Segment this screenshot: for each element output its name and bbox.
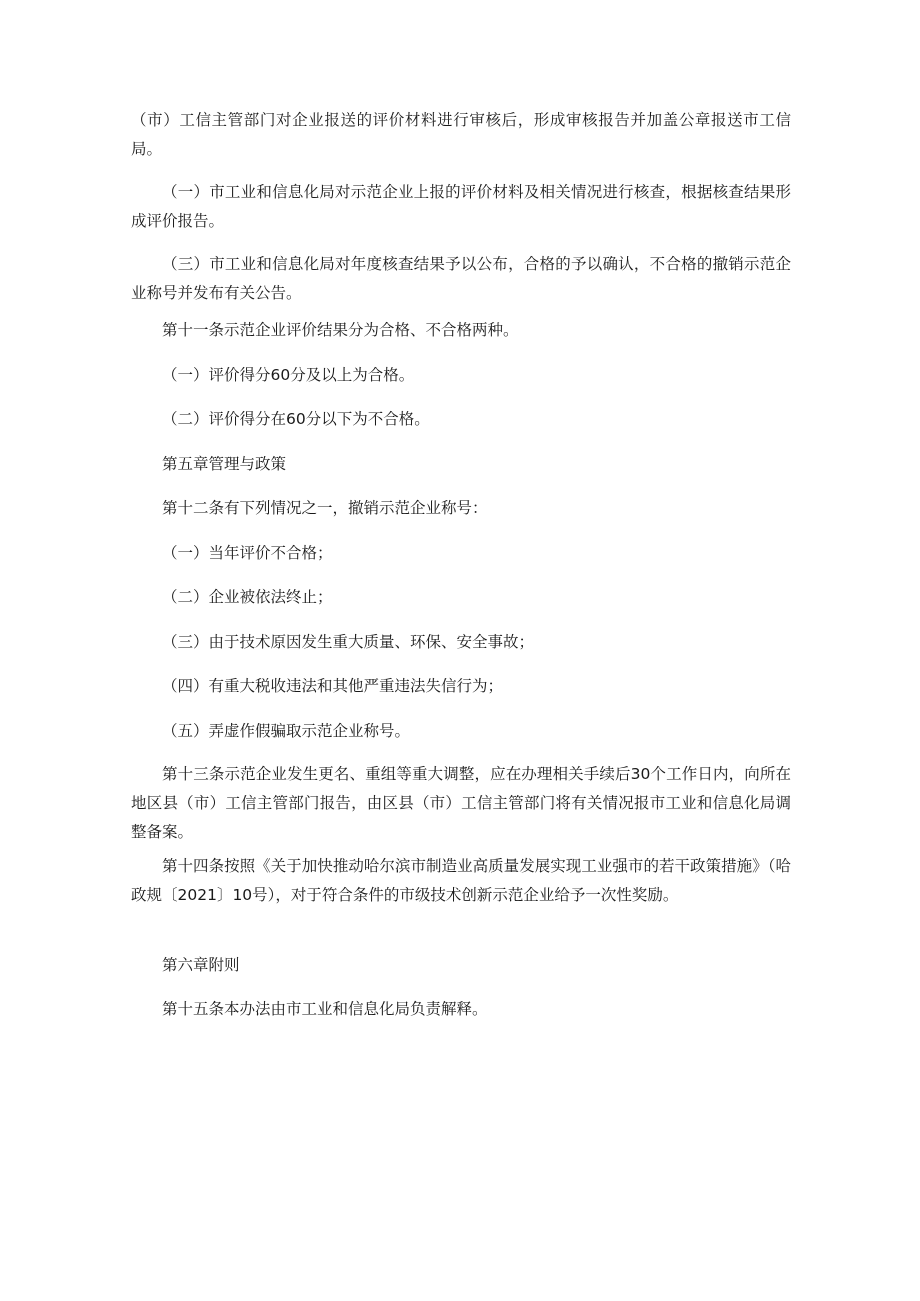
article-14: 第十四条按照《关于加快推动哈尔滨市制造业高质量发展实现工业强市的若干政策措施》（哈政规〔2021〕10号），对于符合条件的市级技术创新示范企业给予一次性奖励。 [131, 857, 791, 904]
article-11-item-2: （二）评价得分在60分以下为不合格。 [162, 410, 430, 428]
paragraph-review-report: （市）工信主管部门对企业报送的评价材料进行审核后，形成审核报告并加盖公章报送市工信局。 [131, 111, 791, 158]
paragraph-publication: （三）市工业和信息化局对年度核查结果予以公布，合格的予以确认，不合格的撤销示范企业称号并发布有关公告。 [131, 255, 791, 302]
article-11: 第十一条示范企业评价结果分为合格、不合格两种。 [162, 321, 519, 339]
article-12: 第十二条有下列情况之一，撤销示范企业称号： [162, 499, 488, 517]
chapter-6-heading: 第六章附则 [162, 956, 240, 974]
article-13: 第十三条示范企业发生更名、重组等重大调整，应在办理相关手续后30个工作日内，向所在地区县（市）工信主管部门报告，由区县（市）工信主管部门将有关情况报市工业和信息化局调整备案。 [131, 765, 791, 841]
article-12-item-3: （三）由于技术原因发生重大质量、环保、安全事故； [162, 633, 535, 651]
article-12-item-1: （一）当年评价不合格； [162, 544, 333, 562]
article-12-item-5: （五）弄虚作假骗取示范企业称号。 [162, 722, 411, 740]
article-12-item-4: （四）有重大税收违法和其他严重违法失信行为； [162, 677, 504, 695]
paragraph-verification: （一）市工业和信息化局对示范企业上报的评价材料及相关情况进行核查，根据核查结果形成评价报告。 [131, 183, 791, 230]
chapter-5-heading: 第五章管理与政策 [162, 455, 287, 473]
article-11-item-1: （一）评价得分60分及以上为合格。 [162, 366, 415, 384]
article-15: 第十五条本办法由市工业和信息化局负责解释。 [162, 1000, 488, 1018]
article-12-item-2: （二）企业被依法终止； [162, 588, 333, 606]
